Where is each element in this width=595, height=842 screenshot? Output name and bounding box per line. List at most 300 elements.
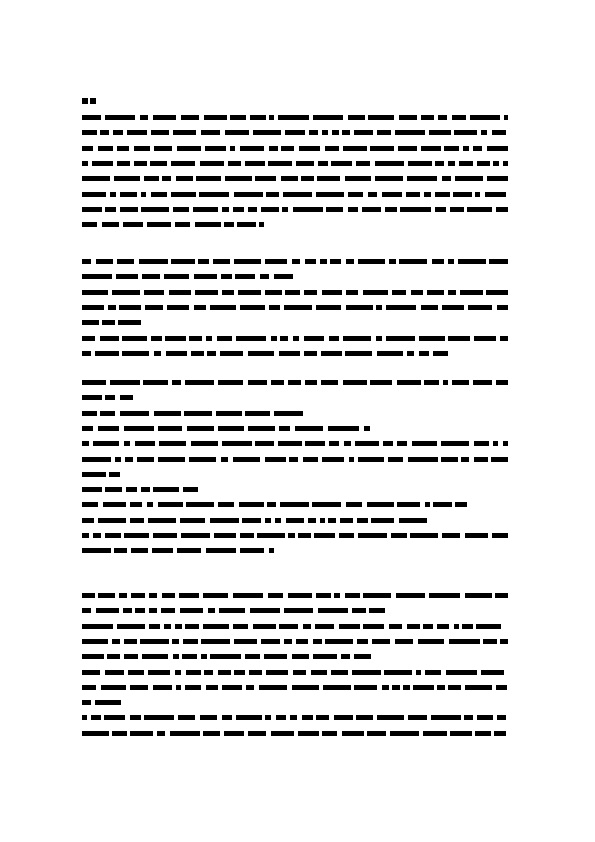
word-mark [397, 502, 420, 507]
word-mark [288, 380, 301, 385]
word-mark [134, 161, 147, 166]
word-mark [363, 593, 391, 598]
word-mark [450, 207, 464, 212]
word-mark [180, 608, 203, 613]
word-mark [260, 274, 269, 279]
word-mark [150, 161, 167, 166]
word-mark [203, 624, 229, 629]
word-mark [433, 351, 448, 356]
word-mark [279, 426, 290, 431]
word-mark [279, 624, 298, 629]
text-line [82, 192, 508, 197]
word-mark [170, 731, 200, 736]
word-mark [109, 472, 120, 477]
word-mark [206, 336, 212, 341]
word-mark [285, 130, 305, 135]
word-mark [177, 146, 201, 151]
word-mark [115, 457, 121, 462]
word-mark [364, 426, 370, 431]
text-line [82, 351, 448, 356]
word-mark [82, 457, 111, 462]
word-mark [267, 502, 276, 507]
word-mark [370, 380, 392, 385]
word-mark [492, 130, 506, 135]
word-mark [182, 654, 197, 659]
text-line [82, 115, 508, 120]
word-mark [431, 715, 461, 720]
word-mark [123, 222, 143, 227]
word-mark [82, 130, 97, 135]
word-mark [82, 639, 108, 644]
word-mark [348, 192, 363, 197]
word-mark [119, 593, 127, 598]
word-mark [460, 290, 483, 295]
word-mark [171, 192, 196, 197]
word-mark [105, 395, 115, 400]
word-mark [284, 608, 313, 613]
word-mark [356, 161, 370, 166]
word-mark [236, 715, 262, 720]
word-mark [441, 441, 469, 446]
word-mark [449, 639, 480, 644]
word-mark [473, 146, 482, 151]
word-mark [416, 670, 421, 675]
word-mark [377, 130, 391, 135]
word-mark [320, 259, 327, 264]
word-mark [235, 274, 255, 279]
word-mark [250, 115, 266, 120]
word-mark [279, 351, 300, 356]
word-mark [179, 593, 199, 598]
text-line [82, 320, 147, 325]
word-mark [240, 533, 254, 538]
text-line [82, 654, 371, 659]
word-mark [500, 336, 508, 341]
word-mark [465, 593, 492, 598]
word-mark [408, 715, 427, 720]
word-mark [383, 441, 393, 446]
word-mark [240, 146, 264, 151]
word-mark [245, 654, 260, 659]
word-mark [395, 639, 413, 644]
word-mark [354, 130, 373, 135]
word-mark [328, 426, 359, 431]
word-mark [127, 130, 147, 135]
word-mark [318, 161, 328, 166]
word-mark [281, 146, 294, 151]
text-line [82, 222, 266, 227]
word-mark [153, 685, 172, 690]
text-line [82, 274, 294, 279]
word-mark [376, 336, 382, 341]
word-mark [222, 441, 252, 446]
word-mark [117, 259, 134, 264]
word-mark [176, 685, 181, 690]
word-mark [396, 593, 425, 598]
word-mark [200, 161, 224, 166]
text-line [82, 502, 467, 507]
word-mark [82, 685, 96, 690]
word-mark [164, 274, 189, 279]
word-mark [82, 502, 98, 507]
word-mark [290, 715, 297, 720]
word-mark [186, 502, 214, 507]
word-mark [334, 593, 340, 598]
word-mark [385, 207, 397, 212]
word-mark [268, 593, 283, 598]
word-mark [124, 639, 137, 644]
text-line [82, 176, 508, 181]
word-mark [314, 533, 335, 538]
word-mark [304, 351, 317, 356]
word-mark [131, 548, 148, 553]
word-mark [266, 192, 279, 197]
word-mark [242, 518, 261, 523]
word-mark [124, 441, 130, 446]
word-mark [280, 336, 288, 341]
page-number-mark [90, 98, 96, 104]
text-line [82, 207, 508, 212]
word-mark [496, 685, 507, 690]
word-mark [144, 176, 159, 181]
word-mark [191, 351, 204, 356]
word-mark [236, 336, 266, 341]
word-mark [322, 731, 337, 736]
word-mark [356, 715, 373, 720]
word-mark [389, 259, 396, 264]
word-mark [368, 192, 377, 197]
word-mark [354, 654, 371, 659]
word-mark [298, 731, 319, 736]
word-mark [261, 639, 280, 644]
word-mark [104, 715, 125, 720]
word-mark [218, 380, 243, 385]
word-mark [224, 222, 234, 227]
word-mark [204, 670, 213, 675]
text-line [82, 518, 427, 523]
word-mark [382, 685, 389, 690]
word-mark [98, 426, 119, 431]
word-mark [159, 441, 186, 446]
word-mark [193, 207, 218, 212]
word-mark [100, 130, 109, 135]
word-mark [321, 380, 338, 385]
word-mark [435, 161, 444, 166]
word-mark [195, 222, 221, 227]
word-mark [493, 161, 499, 166]
word-mark [124, 654, 138, 659]
word-mark [399, 115, 417, 120]
word-mark [368, 115, 394, 120]
word-mark [304, 336, 324, 341]
word-mark [285, 290, 300, 295]
word-mark [345, 176, 371, 181]
word-mark [210, 305, 236, 310]
word-mark [369, 608, 385, 613]
text-line [82, 639, 508, 644]
word-mark [286, 518, 304, 523]
word-mark [248, 380, 267, 385]
word-mark [181, 533, 210, 538]
word-mark [151, 336, 162, 341]
word-mark [172, 380, 181, 385]
text-line [82, 548, 274, 553]
word-mark [362, 207, 381, 212]
word-mark [172, 639, 179, 644]
word-mark [425, 670, 441, 675]
word-mark [503, 441, 508, 446]
word-mark [329, 336, 339, 341]
word-mark [344, 441, 351, 446]
word-mark [148, 518, 176, 523]
word-mark [468, 305, 492, 310]
word-mark [141, 207, 169, 212]
word-mark [329, 441, 339, 446]
word-mark [493, 441, 498, 446]
word-mark [118, 320, 141, 325]
word-mark [199, 192, 229, 197]
word-mark [475, 731, 491, 736]
word-mark [346, 305, 373, 310]
word-mark [491, 457, 508, 462]
word-mark [455, 502, 467, 507]
word-mark [330, 259, 341, 264]
word-mark [130, 731, 153, 736]
word-mark [113, 130, 123, 135]
word-mark [91, 715, 101, 720]
word-mark [322, 290, 342, 295]
word-mark [218, 670, 231, 675]
word-mark [96, 259, 113, 264]
word-mark [397, 380, 421, 385]
word-mark [382, 192, 402, 197]
word-mark [234, 259, 261, 264]
text-line [82, 593, 508, 598]
word-mark [117, 146, 129, 151]
word-mark [346, 502, 362, 507]
word-mark [130, 502, 142, 507]
word-mark [305, 380, 317, 385]
word-mark [221, 274, 232, 279]
word-mark [296, 161, 314, 166]
word-mark [250, 608, 280, 613]
word-mark [343, 146, 367, 151]
word-mark [453, 192, 472, 197]
word-mark [237, 222, 256, 227]
word-mark [149, 624, 160, 629]
word-mark [95, 700, 121, 705]
word-mark [206, 548, 236, 553]
word-mark [265, 290, 282, 295]
word-mark [274, 274, 293, 279]
word-mark [154, 146, 172, 151]
word-mark [494, 731, 506, 736]
word-mark [154, 351, 161, 356]
word-mark [265, 259, 287, 264]
word-mark [358, 457, 384, 462]
word-mark [82, 274, 112, 279]
word-mark [92, 161, 113, 166]
word-mark [435, 207, 446, 212]
word-mark [147, 502, 153, 507]
word-mark [239, 502, 264, 507]
word-mark [201, 654, 207, 659]
word-mark [110, 192, 116, 197]
word-mark [178, 715, 195, 720]
word-mark [316, 305, 341, 310]
word-mark [183, 487, 198, 492]
word-mark [82, 715, 87, 720]
word-mark [372, 639, 390, 644]
word-mark [100, 411, 115, 416]
word-mark [210, 654, 241, 659]
word-mark [348, 115, 365, 120]
word-mark [82, 320, 99, 325]
word-mark [348, 207, 358, 212]
word-mark [487, 146, 508, 151]
word-mark [222, 685, 242, 690]
word-mark [302, 715, 313, 720]
word-mark [210, 518, 239, 523]
word-mark [367, 731, 386, 736]
word-mark [234, 192, 263, 197]
word-mark [433, 502, 452, 507]
word-mark [145, 305, 163, 310]
word-mark [257, 533, 285, 538]
word-mark [144, 715, 174, 720]
word-mark [271, 731, 294, 736]
word-mark [82, 426, 93, 431]
word-mark [180, 518, 205, 523]
word-mark [185, 624, 199, 629]
word-mark [153, 487, 179, 492]
word-mark [96, 608, 119, 613]
word-mark [274, 411, 303, 416]
word-mark [234, 670, 245, 675]
word-mark [175, 670, 181, 675]
word-mark [282, 207, 288, 212]
word-mark [117, 161, 130, 166]
word-mark [157, 731, 165, 736]
word-mark [459, 161, 473, 166]
word-mark [442, 533, 460, 538]
word-mark [467, 207, 492, 212]
word-mark [481, 130, 487, 135]
word-mark [158, 457, 185, 462]
word-mark [317, 176, 340, 181]
word-mark [82, 192, 106, 197]
word-mark [346, 290, 358, 295]
word-mark [392, 290, 406, 295]
word-mark [82, 161, 88, 166]
text-line [82, 700, 121, 705]
word-mark [151, 130, 169, 135]
word-mark [82, 472, 106, 477]
word-mark [82, 259, 91, 264]
word-mark [162, 176, 171, 181]
word-mark [424, 192, 431, 197]
word-mark [452, 115, 466, 120]
word-mark [462, 624, 473, 629]
word-mark [481, 670, 504, 675]
word-mark [464, 715, 473, 720]
word-mark [296, 639, 308, 644]
word-mark [281, 176, 298, 181]
word-mark [233, 207, 244, 212]
word-mark [377, 351, 403, 356]
word-mark [427, 290, 444, 295]
word-mark [301, 176, 314, 181]
word-mark [331, 161, 352, 166]
word-mark [105, 207, 116, 212]
word-mark [176, 176, 193, 181]
word-mark [284, 639, 292, 644]
word-mark [278, 115, 309, 120]
word-mark [284, 305, 312, 310]
word-mark [128, 670, 144, 675]
word-mark [194, 274, 217, 279]
word-mark [240, 305, 265, 310]
word-mark [112, 731, 127, 736]
word-mark [151, 192, 167, 197]
word-mark [276, 715, 286, 720]
word-mark [112, 639, 120, 644]
word-mark [261, 207, 279, 212]
word-mark [397, 441, 407, 446]
word-mark [131, 593, 145, 598]
word-mark [305, 441, 325, 446]
word-mark [82, 146, 93, 151]
word-mark [352, 608, 366, 613]
word-mark [105, 487, 122, 492]
word-mark [442, 176, 451, 181]
word-mark [203, 731, 220, 736]
word-mark [153, 533, 177, 538]
word-mark [153, 115, 176, 120]
text-line [82, 487, 198, 492]
word-mark [425, 502, 430, 507]
word-mark [357, 639, 368, 644]
word-mark [161, 608, 175, 613]
word-mark [230, 115, 246, 120]
word-mark [82, 351, 91, 356]
word-mark [198, 259, 209, 264]
word-mark [375, 161, 404, 166]
word-mark [331, 670, 348, 675]
word-mark [204, 115, 227, 120]
word-mark [424, 380, 439, 385]
word-mark [219, 608, 245, 613]
word-mark [82, 548, 111, 553]
word-mark [147, 222, 171, 227]
word-mark [500, 639, 508, 644]
text-line [82, 608, 385, 613]
word-mark [269, 115, 274, 120]
word-mark [245, 161, 265, 166]
word-mark [248, 351, 274, 356]
word-mark [142, 274, 160, 279]
page-number-mark [82, 98, 88, 104]
word-mark [248, 731, 266, 736]
word-mark [203, 593, 228, 598]
word-mark [371, 518, 394, 523]
word-mark [292, 259, 300, 264]
word-mark [295, 426, 323, 431]
word-mark [269, 146, 278, 151]
word-mark [139, 259, 168, 264]
word-mark [248, 426, 275, 431]
word-mark [293, 207, 323, 212]
